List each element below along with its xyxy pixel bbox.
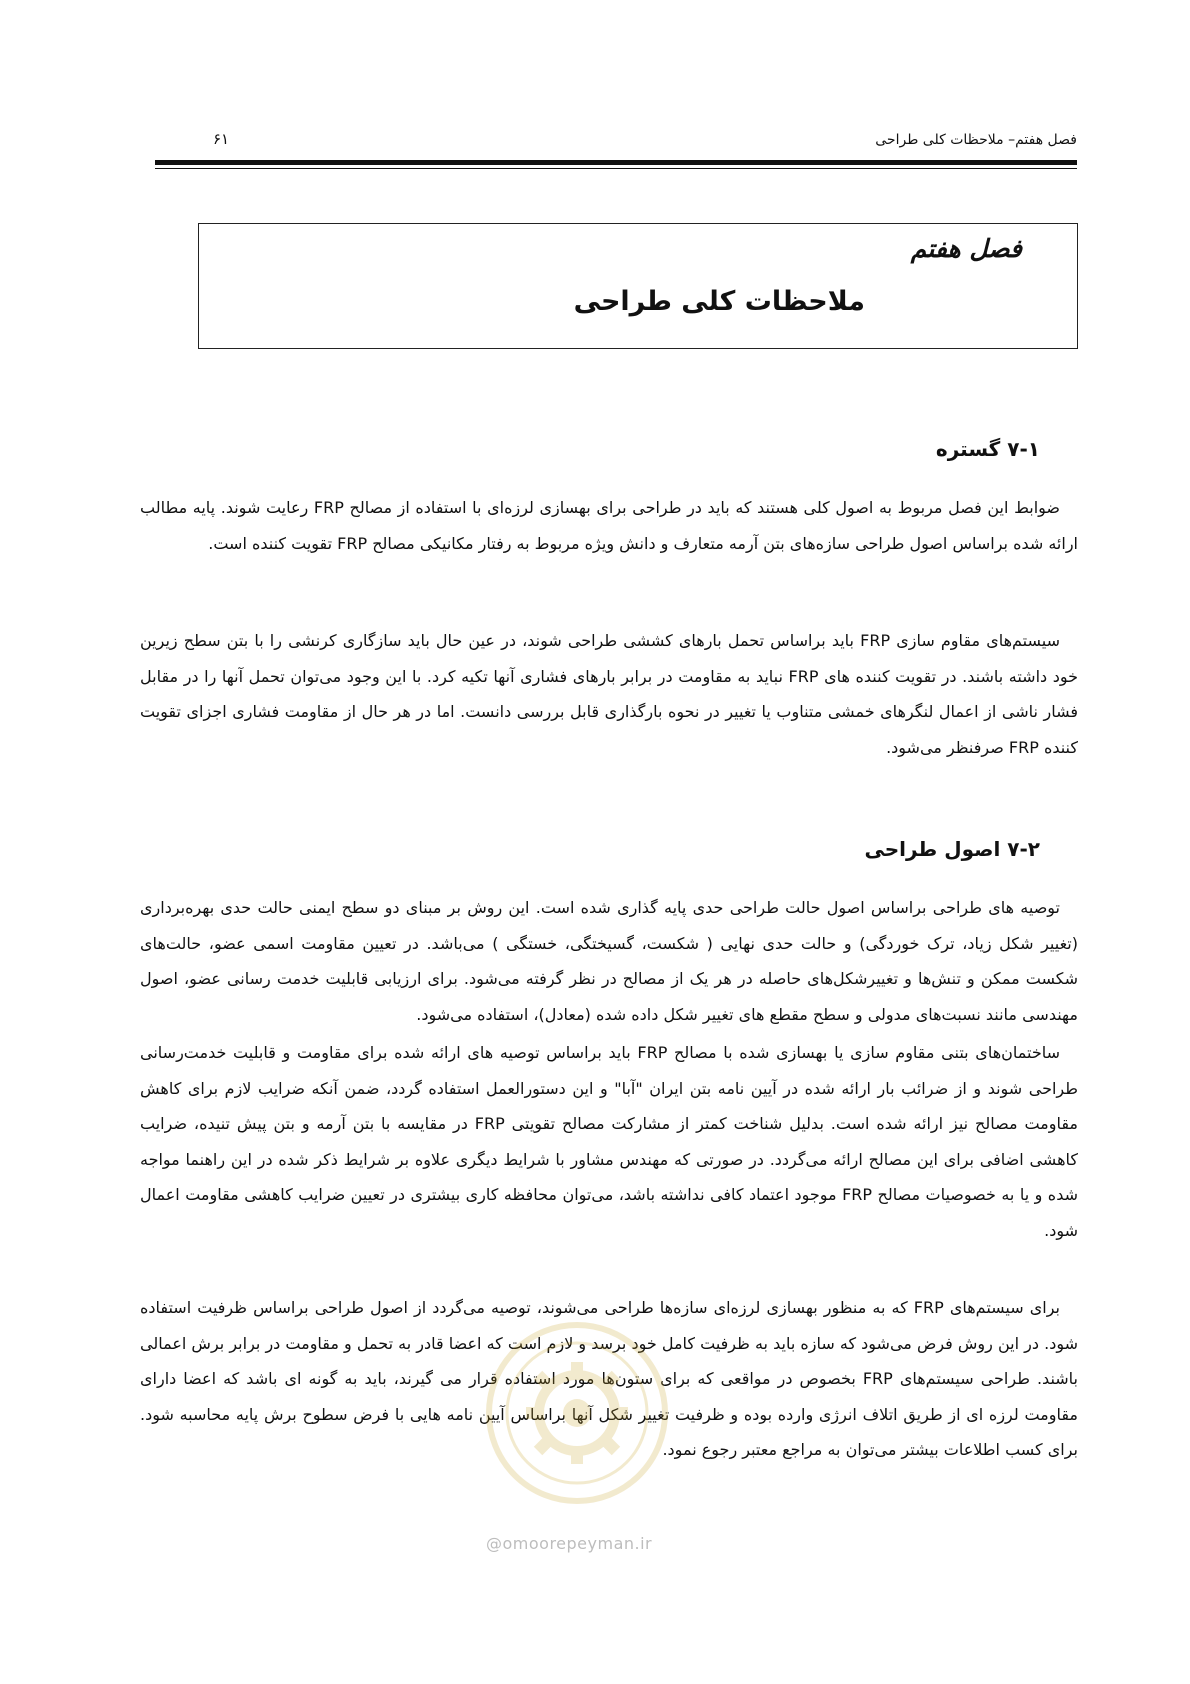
watermark-seal-icon xyxy=(482,1318,672,1508)
chapter-label: فصل هفتم xyxy=(910,234,1022,263)
section-heading-scope: ۷-۱ گستره xyxy=(935,437,1040,461)
page-number: ۶۱ xyxy=(213,130,230,148)
paragraph: توصیه های طراحی براساس اصول حالت طراحی حدی پایه گذاری شده است. این روش بر مبنای دو سطح ایمنی حالت حدی بهره‌برداری (تغییر شکل زیاد، ترک خوردگی) و حالت حدی نهایی ( شکست، گسیختگی، خستگی ) می‌باشد. در تعیین مقاومت اسمی عضو، حالت‌های شکست ممکن و تنش‌ها و تغییرشکل‌های حاصله در هر یک از مصالح در نظر گرفته می‌شود. برای ارزیابی قابلیت خدمت رسانی عضو، اصول مهندسی مانند نسبت‌های مدولی و سطح مقطع های تغییر شکل داده شده (معادل)، استفاده می‌شود. xyxy=(140,898,1078,1024)
section-heading-design-principles: ۷-۲ اصول طراحی xyxy=(864,837,1040,861)
paragraph: ساختمان‌های بتنی مقاوم سازی یا بهسازی شده با مصالح FRP باید براساس توصیه های ارائه شده برای مقاومت و قابلیت خدمت‌رسانی طراحی شوند و از ضرائب بار ارائه شده در آیین نامه بتن ایران "آبا" و این دستورالعمل استفاده گردد، ضمن آنکه ضرایب لازم برای کاهش مقاومت مصالح نیز ارائه شده است. بدلیل شناخت کمتر از مشارکت مصالح تقویتی FRP در مقایسه با بتن آرمه و بتن پیش تنیده، ضرایب کاهشی اضافی برای این مصالح ارائه می‌گردد. در صورتی که مهندس مشاور با شرایط دیگری علاوه بر شرایط ذکر شده در این راهنما مواجه شده و یا به خصوصیات مصالح FRP موجود اعتماد کافی نداشته باشد، می‌توان محافظه کاری بیشتری در تعیین ضرایب کاهشی مقاومت اعمال شود. xyxy=(140,1043,1078,1240)
chapter-title-box xyxy=(198,223,1078,349)
chapter-title: ملاحظات کلی طراحی xyxy=(573,286,865,317)
running-head: فصل هفتم– ملاحظات کلی طراحی xyxy=(875,132,1077,148)
page-header xyxy=(155,124,1077,174)
paragraph: سیستم‌های مقاوم سازی FRP باید براساس تحمل بارهای کششی طراحی شوند، در عین حال باید سازگاری کرنشی را با بتن سطح زیرین خود داشته باشند. در تقویت کننده های FRP نباید به مقاومت در برابر بارهای فشاری آنها تکیه کرد. با این وجود می‌توان تحمل آنها را در مقابل فشار ناشی از اعمال لنگرهای خمشی متناوب یا تغییر در نحوه بارگذاری قابل بررسی دانست. اما در هر حال از مقاومت فشاری اجزای تقویت کننده FRP صرفنظر می‌شود. xyxy=(140,631,1078,757)
paragraph: ضوابط این فصل مربوط به اصول کلی هستند که باید در طراحی برای بهسازی لرزه‌ای با استفاده از مصالح FRP رعایت شوند. پایه مطالب ارائه شده براساس اصول طراحی سازه‌های بتن آرمه متعارف و دانش ویژه مربوط به رفتار مکانیکی مصالح FRP تقویت کننده است. xyxy=(140,498,1078,553)
paragraph: برای سیستم‌های FRP که به منظور بهسازی لرزه‌ای سازه‌ها طراحی می‌شوند، توصیه می‌گردد از اصول طراحی براساس ظرفیت استفاده شود. در این روش فرض می‌شود که سازه باید به ظرفیت کامل خود برسد و لازم است که اعضا قادر به تحمل و مقاومت در برابر برش اعمالی باشند. طراحی سیستم‌های FRP بخصوص در مواقعی که برای ستون‌ها مورد استفاده قرار می گیرند، باید به گونه ای باشد که اعضا دارای مقاومت لرزه ای از طریق اتلاف انرژی وارده بوده و ظرفیت تغییر شکل آنها براساس آیین نامه هایی با فرض سطوح برش پایه محاسبه شود. برای کسب اطلاعات بیشتر می‌توان به مراجع معتبر رجوع نمود. xyxy=(140,1298,1079,1459)
header-rule-thin xyxy=(155,168,1077,169)
header-rule-thick xyxy=(155,160,1077,165)
watermark-url: @omoorepeyman.ir xyxy=(486,1534,653,1553)
